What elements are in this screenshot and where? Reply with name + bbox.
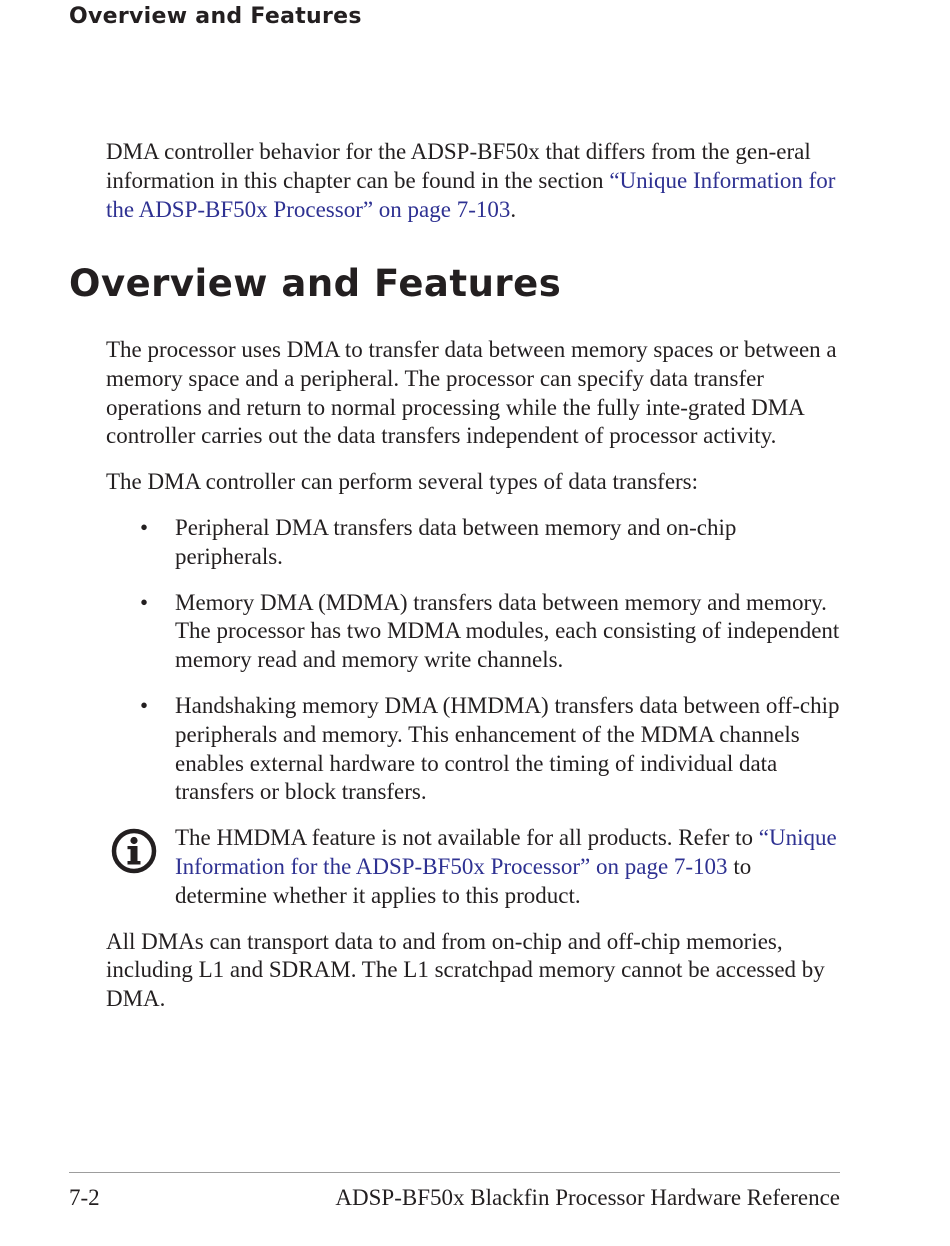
intro-text-after: . (510, 196, 517, 222)
note-text-after: to determine whether it applies to this product. (175, 853, 752, 908)
note-paragraph (175, 824, 846, 910)
section-body (106, 336, 846, 1014)
footer-page-number: 7-2 (69, 1185, 100, 1210)
paragraph-memories: All DMAs can transport data to and from on-chip and off-chip memories, including L1 and SDRAM. The L1 scratchpad memory cannot be accessed by DMA. (106, 928, 825, 1012)
note-cross-reference-link[interactable]: “Unique Information for the ADSP-BF50x Processor” on page 7-103 (175, 825, 837, 879)
list-item (106, 514, 846, 572)
footer-rule (69, 1172, 840, 1173)
intro-paragraph (106, 138, 846, 224)
intro-block (106, 138, 846, 224)
note-block (106, 824, 846, 910)
list-item-text: Memory DMA (MDMA) transfers data between memory and memory. The processor has two MDMA modules, each consisting of independent memory read and memory write channels. (175, 589, 840, 673)
list-item (106, 692, 846, 807)
list-item (106, 589, 846, 675)
footer-title: ADSP-BF50x Blackfin Processor Hardware Reference (335, 1185, 840, 1210)
intro-text-before: DMA controller behavior for the ADSP-BF50x that differs from the gen-eral information in this chapter can be found in the section (106, 139, 811, 193)
paragraph-overview: The processor uses DMA to transfer data between memory spaces or between a memory space and a peripheral. The processor can specify data transfer operations and return to normal processing while the fully inte-grated DMA controller carries out the data transfers independent of processor activity. (106, 337, 837, 449)
note-text-before: The HMDMA feature is not available for all products. Refer to (175, 825, 759, 851)
paragraph-transfer-types: The DMA controller can perform several types of data transfers: (106, 469, 699, 495)
info-icon (111, 828, 157, 874)
list-item-text: Handshaking memory DMA (HMDMA) transfers data between off-chip peripherals and memory. This enhancement of the MDMA channels enables external hardware to control the timing of individual data transfers or block transfers. (175, 692, 840, 805)
bullet-symbol: • (140, 514, 149, 540)
intro-cross-reference-link[interactable]: “Unique Information for the ADSP-BF50x Processor” on page 7-103 (106, 167, 836, 222)
list-item-text: Peripheral DMA transfers data between memory and on-chip peripherals. (175, 514, 737, 569)
bullet-symbol: • (140, 692, 149, 718)
section-title: Overview and Features (69, 262, 562, 305)
bullet-symbol: • (140, 589, 149, 615)
transfer-types-list (106, 514, 846, 807)
running-head: Overview and Features (69, 4, 362, 29)
